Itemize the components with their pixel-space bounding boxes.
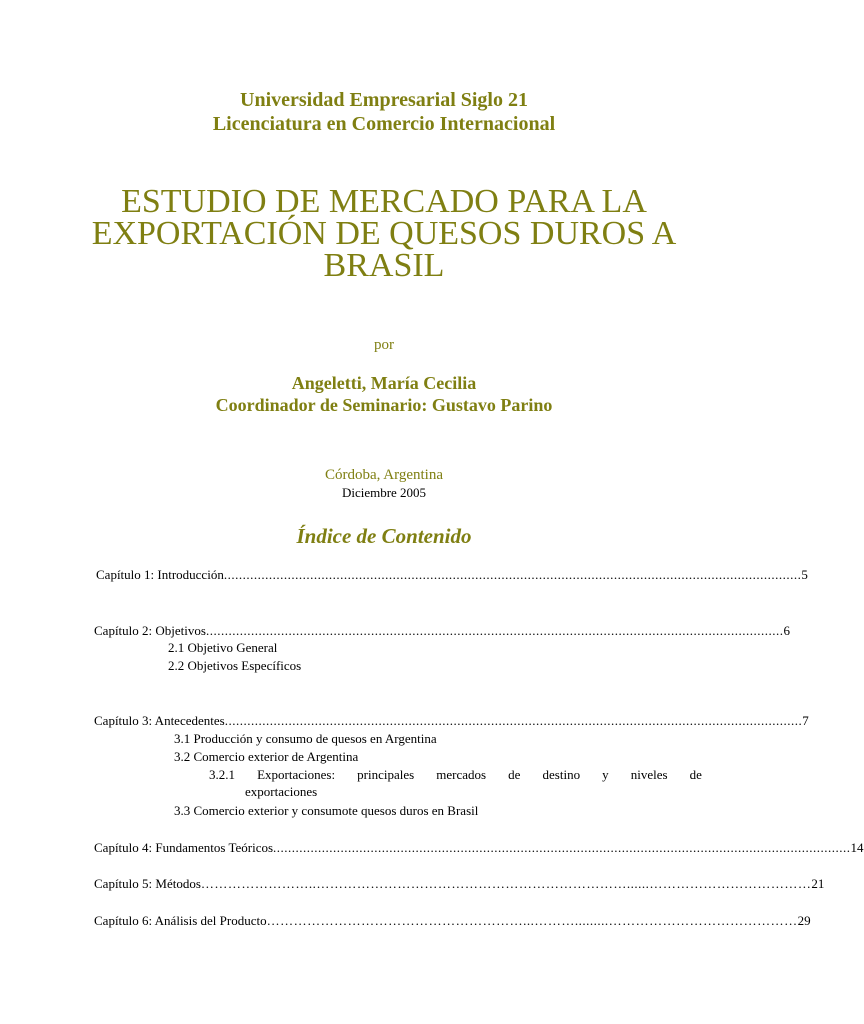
- chapter-page: 14: [850, 840, 864, 855]
- title-line-3: BRASIL: [323, 247, 445, 284]
- title-line-2: EXPORTACIÓN DE QUESOS DUROS A: [91, 215, 677, 252]
- chapter-label: Capítulo 6:: [94, 913, 153, 928]
- toc-subsection-3-2-1-cont: exportaciones: [245, 784, 318, 799]
- date: Diciembre 2005: [341, 485, 427, 500]
- chapter-label: Capítulo 5: [94, 876, 149, 891]
- chapter-label: Capítulo 4: [94, 840, 149, 855]
- toc-chapter-6: [94, 912, 811, 929]
- toc-subsection-3-2: 3.2 Comercio exterior de Argentina: [174, 749, 359, 764]
- toc-chapter-3: [94, 712, 809, 729]
- chapter-title: : Antecedentes: [148, 713, 225, 728]
- toc-subsection-2-1: 2.1 Objetivo General: [168, 640, 278, 655]
- author-name: Angeletti, María Cecilia: [291, 373, 477, 393]
- degree-name: Licenciatura en Comercio Internacional: [212, 113, 556, 135]
- chapter-label: Capítulo 2: [94, 623, 149, 638]
- place: Córdoba, Argentina: [324, 467, 444, 483]
- chapter-label: Capítulo 3: [94, 713, 149, 728]
- document-title: [0, 183, 768, 284]
- word: de: [689, 767, 702, 782]
- dot-leader: ..........................................................................................................................................................: [224, 713, 803, 728]
- toc-heading: Índice de Contenido: [296, 524, 472, 548]
- word: destino: [542, 767, 581, 782]
- chapter-page: 7: [802, 713, 809, 728]
- chapter-label: Capítulo 1: [96, 567, 151, 582]
- chapter-title: : Métodos: [148, 876, 201, 891]
- chapter-page: 21: [811, 876, 825, 891]
- header-block: [0, 88, 768, 136]
- toc-chapter-4: [94, 839, 864, 856]
- dot-leader: ..........................................................................................................................................................: [223, 567, 802, 582]
- by-label: por: [374, 337, 394, 353]
- word: 3.2.1: [209, 767, 235, 782]
- toc-subsection-3-2-1: [209, 766, 702, 783]
- toc-subsection-3-1: 3.1 Producción y consumo de quesos en Argentina: [174, 731, 437, 746]
- title-line-1: ESTUDIO DE MERCADO PARA LA: [121, 183, 647, 220]
- dot-leader: …………………………………………………...……….........……………………………………: [266, 913, 798, 928]
- word: Exportaciones:: [257, 767, 336, 782]
- dot-leader: ..........................................................................................................................................................: [205, 623, 784, 638]
- dot-leader: ……………………..……………………………………………………………......………………………………: [200, 876, 812, 891]
- chapter-title: : Fundamentos Teóricos: [148, 840, 274, 855]
- word: niveles: [630, 767, 668, 782]
- toc-subsection-3-3: 3.3 Comercio exterior y consumote quesos duros en Brasil: [174, 803, 479, 818]
- chapter-title: : Objetivos: [148, 623, 206, 638]
- author-block: [0, 372, 768, 416]
- dot-leader: ..........................................................................................................................................................: [273, 840, 851, 855]
- chapter-page: 6: [783, 623, 790, 638]
- coordinator-name: Coordinador de Seminario: Gustavo Parino: [215, 395, 553, 415]
- toc-chapter-2: [94, 622, 790, 639]
- university-name: Universidad Empresarial Siglo 21: [240, 89, 528, 111]
- word: de: [508, 767, 521, 782]
- word: mercados: [436, 767, 487, 782]
- toc-subsection-2-2: 2.2 Objetivos Específicos: [168, 658, 302, 673]
- chapter-page: 29: [797, 913, 811, 928]
- toc-chapter-5: [94, 875, 825, 892]
- word: principales: [357, 767, 415, 782]
- chapter-title: Análisis del Producto: [152, 913, 267, 928]
- word: y: [602, 767, 609, 782]
- chapter-page: 5: [801, 567, 808, 582]
- toc-chapter-1: [96, 566, 808, 583]
- chapter-title: : Introducción: [150, 567, 224, 582]
